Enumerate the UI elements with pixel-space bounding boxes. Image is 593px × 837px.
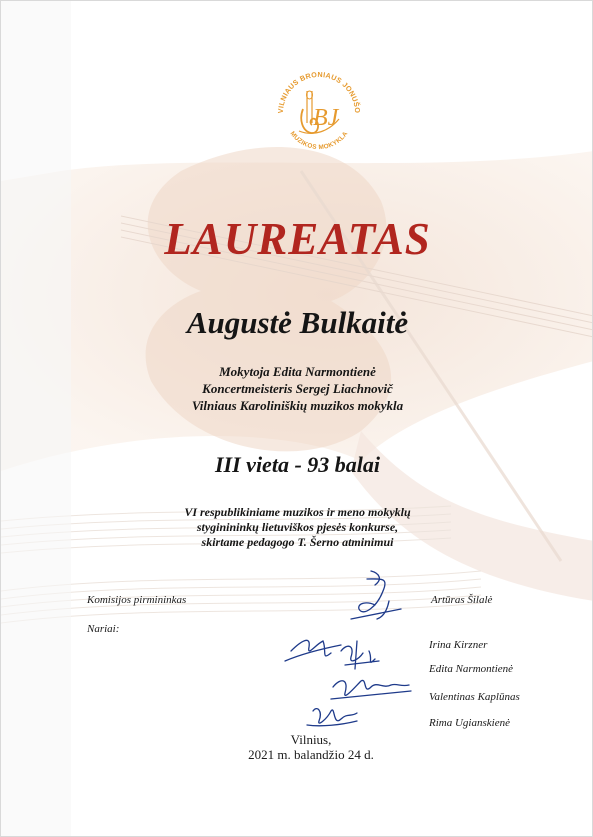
contest-description <box>1 505 593 550</box>
logo-arc-top-text: VILNIAUS BRONIAUS JONUŠO <box>275 69 363 114</box>
accompanist-line: Koncertmeisteris Sergej Liachnovič <box>202 381 393 396</box>
logo-arc-bottom-text: MUZIKOS MOKYKLA <box>288 130 350 152</box>
contest-line: styginininkų lietuviškos pjesės konkurse, <box>196 520 399 534</box>
school-logo <box>269 61 369 161</box>
logo-monogram: BJ <box>313 105 339 131</box>
member-signature-1 <box>285 640 341 661</box>
member-signature-2 <box>341 641 379 669</box>
contest-line: skirtame pedagogo T. Šerno atminimui <box>201 535 394 549</box>
footer-date: 2021 m. balandžio 24 d. <box>248 747 374 762</box>
member-signature-3 <box>331 680 411 699</box>
member-signature-4 <box>307 709 357 726</box>
member-name: Edita Narmontienė <box>429 663 514 675</box>
laureate-name: Augustė Bulkaitė <box>186 305 409 340</box>
placement-result: III vieta - 93 balai <box>215 452 380 477</box>
member-name: Irina Kirzner <box>429 639 488 651</box>
member-name: Valentinas Kaplūnas <box>429 691 520 703</box>
member-name: Rima Ugianskienė <box>429 717 510 729</box>
signatures <box>271 561 451 741</box>
svg-text:MUZIKOS MOKYKLA <box>289 130 350 151</box>
contest-line: VI respublikiniame muzikos ir meno mokyklų <box>184 505 411 519</box>
chair-name: Artūras Šilalė <box>431 594 493 606</box>
school-line: Vilniaus Karoliniškių muzikos mokykla <box>191 398 404 413</box>
chair-label: Komisijos pirmininkas <box>87 594 187 606</box>
teacher-line: Mokytoja Edita Narmontienė <box>219 364 376 379</box>
members-label: Nariai: <box>87 623 120 635</box>
chair-signature <box>351 571 401 619</box>
footer <box>1 732 593 762</box>
certificate-title: LAUREATAS <box>164 214 431 264</box>
footer-city: Vilnius, <box>290 732 332 747</box>
teacher-info <box>1 363 593 414</box>
